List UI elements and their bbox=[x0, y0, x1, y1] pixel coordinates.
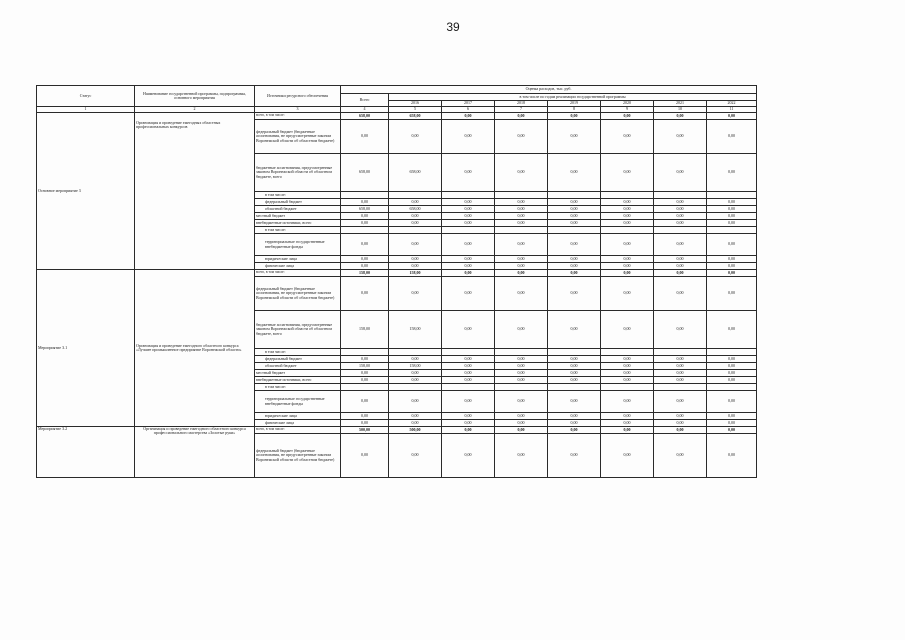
year-value-cell: 0,00 bbox=[389, 234, 442, 256]
year-value-cell: 0,00 bbox=[707, 420, 757, 427]
source-cell: юридические лица bbox=[255, 256, 341, 263]
year-value-cell: 0,00 bbox=[495, 370, 548, 377]
year-value-cell: 0,00 bbox=[495, 434, 548, 478]
source-cell: федеральный бюджет (бюджетные ассигнования, не предусмотренные законом Воронежской области об областном бюджете) bbox=[255, 434, 341, 478]
year-value-cell: 0,00 bbox=[707, 434, 757, 478]
year-value-cell: 0,00 bbox=[442, 154, 495, 192]
year-value-cell bbox=[389, 227, 442, 234]
total-value-cell: 0,00 bbox=[341, 263, 389, 270]
total-value-cell: 0,00 bbox=[341, 213, 389, 220]
column-number: 9 bbox=[601, 107, 654, 113]
year-value-cell: 0,00 bbox=[495, 427, 548, 434]
year-value-cell: 0,00 bbox=[442, 256, 495, 263]
year-value-cell: 0,00 bbox=[654, 363, 707, 370]
year-value-cell: 0,00 bbox=[548, 120, 601, 154]
source-cell: областной бюджет bbox=[255, 206, 341, 213]
year-value-cell: 0,00 bbox=[442, 420, 495, 427]
year-value-cell: 0,00 bbox=[389, 420, 442, 427]
year-value-cell bbox=[654, 227, 707, 234]
year-value-cell: 0,00 bbox=[548, 113, 601, 120]
year-value-cell: 0,00 bbox=[654, 434, 707, 478]
header-sources: Источники ресурсного обеспечения bbox=[255, 86, 341, 107]
year-value-cell: 0,00 bbox=[654, 377, 707, 384]
year-value-cell: 0,00 bbox=[601, 113, 654, 120]
year-value-cell: 0,00 bbox=[442, 199, 495, 206]
header-by-years: в том числе по годам реализации государственной программы bbox=[389, 94, 757, 101]
year-value-cell: 0,00 bbox=[654, 420, 707, 427]
year-value-cell: 0,00 bbox=[707, 356, 757, 363]
year-value-cell: 0,00 bbox=[495, 213, 548, 220]
year-value-cell: 0,00 bbox=[495, 120, 548, 154]
source-cell: федеральный бюджет (бюджетные ассигнования, не предусмотренные законом Воронежской области об областном бюджете) bbox=[255, 120, 341, 154]
year-value-cell: 0,00 bbox=[389, 220, 442, 227]
page-number: 39 bbox=[446, 20, 460, 34]
total-value-cell bbox=[341, 192, 389, 199]
header-year: 2022 bbox=[707, 101, 757, 107]
year-value-cell: 0,00 bbox=[495, 256, 548, 263]
year-value-cell: 0,00 bbox=[707, 220, 757, 227]
year-value-cell: 0,00 bbox=[389, 377, 442, 384]
year-value-cell: 0,00 bbox=[389, 256, 442, 263]
year-value-cell: 0,00 bbox=[601, 420, 654, 427]
column-number: 2 bbox=[135, 107, 255, 113]
year-value-cell: 0,00 bbox=[548, 420, 601, 427]
year-value-cell: 0,00 bbox=[654, 413, 707, 420]
year-value-cell: 0,00 bbox=[654, 356, 707, 363]
year-value-cell bbox=[389, 384, 442, 391]
header-year: 2018 bbox=[495, 101, 548, 107]
year-value-cell: 0,00 bbox=[654, 113, 707, 120]
total-value-cell: 0,00 bbox=[341, 434, 389, 478]
year-value-cell: 500,00 bbox=[389, 427, 442, 434]
year-value-cell bbox=[548, 349, 601, 356]
year-value-cell: 0,00 bbox=[707, 427, 757, 434]
total-value-cell: 0,00 bbox=[341, 277, 389, 311]
year-value-cell bbox=[707, 349, 757, 356]
year-value-cell: 0,00 bbox=[654, 427, 707, 434]
year-value-cell: 0,00 bbox=[707, 377, 757, 384]
year-value-cell: 0,00 bbox=[495, 263, 548, 270]
year-value-cell: 0,00 bbox=[601, 120, 654, 154]
year-value-cell: 0,00 bbox=[442, 434, 495, 478]
column-number: 1 bbox=[37, 107, 135, 113]
total-value-cell: 0,00 bbox=[341, 356, 389, 363]
source-cell: в том числе: bbox=[255, 192, 341, 199]
header-total: Всего bbox=[341, 94, 389, 107]
year-value-cell: 658,00 bbox=[389, 206, 442, 213]
year-value-cell: 0,00 bbox=[389, 370, 442, 377]
year-value-cell: 0,00 bbox=[601, 363, 654, 370]
year-value-cell: 658,00 bbox=[389, 113, 442, 120]
header-year: 2021 bbox=[654, 101, 707, 107]
year-value-cell: 0,00 bbox=[654, 391, 707, 413]
year-value-cell: 0,00 bbox=[495, 377, 548, 384]
year-value-cell: 0,00 bbox=[548, 377, 601, 384]
column-number: 4 bbox=[341, 107, 389, 113]
year-value-cell: 0,00 bbox=[442, 277, 495, 311]
year-value-cell: 0,00 bbox=[548, 199, 601, 206]
total-value-cell: 0,00 bbox=[341, 256, 389, 263]
year-value-cell: 0,00 bbox=[707, 363, 757, 370]
year-value-cell: 0,00 bbox=[548, 206, 601, 213]
year-value-cell: 0,00 bbox=[495, 420, 548, 427]
total-value-cell: 158,00 bbox=[341, 270, 389, 277]
year-value-cell: 0,00 bbox=[654, 370, 707, 377]
year-value-cell: 0,00 bbox=[548, 413, 601, 420]
total-value-cell: 0,00 bbox=[341, 391, 389, 413]
year-value-cell: 0,00 bbox=[389, 277, 442, 311]
year-value-cell: 0,00 bbox=[389, 434, 442, 478]
year-value-cell: 0,00 bbox=[548, 356, 601, 363]
year-value-cell: 0,00 bbox=[442, 234, 495, 256]
year-value-cell: 0,00 bbox=[548, 277, 601, 311]
source-cell: областной бюджет bbox=[255, 363, 341, 370]
year-value-cell: 0,00 bbox=[601, 206, 654, 213]
source-cell: федеральный бюджет (бюджетные ассигнования, не предусмотренные законом Воронежской области об областном бюджете) bbox=[255, 277, 341, 311]
year-value-cell: 0,00 bbox=[442, 263, 495, 270]
year-value-cell: 0,00 bbox=[548, 311, 601, 349]
year-value-cell: 0,00 bbox=[707, 154, 757, 192]
year-value-cell bbox=[389, 349, 442, 356]
year-value-cell: 0,00 bbox=[601, 270, 654, 277]
year-value-cell: 0,00 bbox=[548, 154, 601, 192]
year-value-cell: 0,00 bbox=[654, 220, 707, 227]
year-value-cell: 0,00 bbox=[495, 113, 548, 120]
year-value-cell: 0,00 bbox=[654, 256, 707, 263]
source-cell: юридические лица bbox=[255, 413, 341, 420]
total-value-cell bbox=[341, 349, 389, 356]
year-value-cell bbox=[707, 227, 757, 234]
year-value-cell: 0,00 bbox=[495, 234, 548, 256]
year-value-cell bbox=[601, 192, 654, 199]
column-number: 8 bbox=[548, 107, 601, 113]
header-estimate: Оценка расходов, тыс. руб. bbox=[341, 86, 757, 94]
year-value-cell: 0,00 bbox=[707, 277, 757, 311]
year-value-cell: 0,00 bbox=[442, 113, 495, 120]
year-value-cell: 0,00 bbox=[601, 311, 654, 349]
year-value-cell: 0,00 bbox=[495, 391, 548, 413]
year-value-cell bbox=[601, 227, 654, 234]
year-value-cell bbox=[495, 349, 548, 356]
year-value-cell: 0,00 bbox=[707, 370, 757, 377]
year-value-cell: 0,00 bbox=[495, 270, 548, 277]
year-value-cell: 0,00 bbox=[654, 206, 707, 213]
year-value-cell: 0,00 bbox=[548, 234, 601, 256]
column-number: 10 bbox=[654, 107, 707, 113]
year-value-cell: 0,00 bbox=[442, 427, 495, 434]
year-value-cell bbox=[654, 192, 707, 199]
year-value-cell: 0,00 bbox=[389, 213, 442, 220]
year-value-cell: 0,00 bbox=[495, 154, 548, 192]
year-value-cell: 0,00 bbox=[442, 120, 495, 154]
total-value-cell: 658,00 bbox=[341, 113, 389, 120]
year-value-cell: 0,00 bbox=[601, 370, 654, 377]
year-value-cell: 0,00 bbox=[389, 391, 442, 413]
year-value-cell: 0,00 bbox=[548, 434, 601, 478]
year-value-cell: 0,00 bbox=[601, 154, 654, 192]
year-value-cell bbox=[707, 384, 757, 391]
year-value-cell: 0,00 bbox=[654, 213, 707, 220]
year-value-cell: 0,00 bbox=[548, 391, 601, 413]
year-value-cell: 0,00 bbox=[654, 199, 707, 206]
column-number: 5 bbox=[389, 107, 442, 113]
year-value-cell: 0,00 bbox=[654, 263, 707, 270]
column-number: 3 bbox=[255, 107, 341, 113]
year-value-cell: 0,00 bbox=[707, 113, 757, 120]
year-value-cell: 0,00 bbox=[442, 213, 495, 220]
year-value-cell bbox=[442, 349, 495, 356]
year-value-cell: 0,00 bbox=[601, 199, 654, 206]
total-value-cell: 500,00 bbox=[341, 427, 389, 434]
year-value-cell: 0,00 bbox=[495, 363, 548, 370]
year-value-cell: 0,00 bbox=[495, 413, 548, 420]
year-value-cell: 0,00 bbox=[548, 256, 601, 263]
year-value-cell: 158,00 bbox=[389, 311, 442, 349]
year-value-cell bbox=[495, 227, 548, 234]
table-row bbox=[37, 270, 757, 277]
year-value-cell: 0,00 bbox=[389, 120, 442, 154]
source-cell: территориальные государственные внебюджетные фонды bbox=[255, 234, 341, 256]
year-value-cell: 0,00 bbox=[601, 377, 654, 384]
year-value-cell: 0,00 bbox=[601, 356, 654, 363]
source-cell: внебюджетные источники, всего bbox=[255, 377, 341, 384]
year-value-cell: 0,00 bbox=[442, 363, 495, 370]
source-cell: физические лица bbox=[255, 420, 341, 427]
year-value-cell: 0,00 bbox=[548, 270, 601, 277]
year-value-cell: 0,00 bbox=[389, 356, 442, 363]
year-value-cell: 0,00 bbox=[601, 427, 654, 434]
year-value-cell: 0,00 bbox=[601, 220, 654, 227]
year-value-cell: 0,00 bbox=[495, 356, 548, 363]
year-value-cell: 0,00 bbox=[707, 413, 757, 420]
status-cell: Мероприятие 3.2 bbox=[37, 427, 135, 478]
year-value-cell: 0,00 bbox=[707, 199, 757, 206]
total-value-cell: 0,00 bbox=[341, 420, 389, 427]
year-value-cell: 0,00 bbox=[654, 120, 707, 154]
year-value-cell bbox=[654, 384, 707, 391]
year-value-cell: 0,00 bbox=[601, 434, 654, 478]
total-value-cell: 158,00 bbox=[341, 363, 389, 370]
year-value-cell bbox=[495, 192, 548, 199]
source-cell: в том числе: bbox=[255, 349, 341, 356]
source-cell: федеральный бюджет bbox=[255, 199, 341, 206]
header-year: 2017 bbox=[442, 101, 495, 107]
event-name-cell: Организация и проведение ежегодного областного конкурса «Лучшее промышленное предприятие Воронежской области» bbox=[135, 270, 255, 427]
source-cell: всего, в том числе: bbox=[255, 113, 341, 120]
column-number: 6 bbox=[442, 107, 495, 113]
year-value-cell: 0,00 bbox=[707, 391, 757, 413]
year-value-cell: 0,00 bbox=[601, 234, 654, 256]
year-value-cell: 0,00 bbox=[654, 277, 707, 311]
header-year: 2016 bbox=[389, 101, 442, 107]
year-value-cell: 0,00 bbox=[442, 220, 495, 227]
year-value-cell: 158,00 bbox=[389, 363, 442, 370]
source-cell: всего, в том числе: bbox=[255, 427, 341, 434]
year-value-cell bbox=[601, 384, 654, 391]
source-cell: внебюджетные источники, всего bbox=[255, 220, 341, 227]
header-status: Статус bbox=[37, 86, 135, 107]
year-value-cell: 0,00 bbox=[442, 391, 495, 413]
source-cell: местный бюджет bbox=[255, 213, 341, 220]
year-value-cell: 0,00 bbox=[707, 270, 757, 277]
year-value-cell: 0,00 bbox=[601, 277, 654, 311]
total-value-cell: 0,00 bbox=[341, 120, 389, 154]
year-value-cell: 0,00 bbox=[495, 206, 548, 213]
budget-table bbox=[36, 85, 757, 478]
source-cell: федеральный бюджет bbox=[255, 356, 341, 363]
year-value-cell: 0,00 bbox=[707, 256, 757, 263]
year-value-cell bbox=[707, 192, 757, 199]
total-value-cell bbox=[341, 227, 389, 234]
year-value-cell: 0,00 bbox=[495, 311, 548, 349]
source-cell: территориальные государственные внебюджетные фонды bbox=[255, 391, 341, 413]
column-number: 7 bbox=[495, 107, 548, 113]
status-cell: Основное мероприятие 3 bbox=[37, 113, 135, 270]
year-value-cell: 0,00 bbox=[601, 413, 654, 420]
year-value-cell: 0,00 bbox=[389, 199, 442, 206]
source-cell: бюджетные ассигнования, предусмотренные законом Воронежской области об областном бюджете, всего bbox=[255, 311, 341, 349]
year-value-cell: 0,00 bbox=[389, 413, 442, 420]
year-value-cell: 0,00 bbox=[601, 391, 654, 413]
year-value-cell bbox=[548, 192, 601, 199]
column-number: 11 bbox=[707, 107, 757, 113]
year-value-cell: 0,00 bbox=[654, 311, 707, 349]
year-value-cell bbox=[442, 192, 495, 199]
year-value-cell bbox=[495, 384, 548, 391]
year-value-cell: 0,00 bbox=[654, 234, 707, 256]
year-value-cell: 0,00 bbox=[707, 206, 757, 213]
year-value-cell bbox=[548, 384, 601, 391]
year-value-cell bbox=[389, 192, 442, 199]
year-value-cell bbox=[442, 227, 495, 234]
total-value-cell: 0,00 bbox=[341, 370, 389, 377]
table-row bbox=[37, 427, 757, 434]
total-value-cell: 658,00 bbox=[341, 154, 389, 192]
header-year: 2019 bbox=[548, 101, 601, 107]
total-value-cell: 0,00 bbox=[341, 220, 389, 227]
total-value-cell: 0,00 bbox=[341, 199, 389, 206]
source-cell: физические лица bbox=[255, 263, 341, 270]
year-value-cell bbox=[654, 349, 707, 356]
total-value-cell: 0,00 bbox=[341, 377, 389, 384]
year-value-cell: 0,00 bbox=[442, 311, 495, 349]
year-value-cell: 0,00 bbox=[548, 213, 601, 220]
status-cell: Мероприятие 3.1 bbox=[37, 270, 135, 427]
year-value-cell: 0,00 bbox=[442, 370, 495, 377]
year-value-cell: 0,00 bbox=[548, 370, 601, 377]
year-value-cell bbox=[442, 384, 495, 391]
year-value-cell: 0,00 bbox=[495, 277, 548, 311]
year-value-cell: 0,00 bbox=[495, 220, 548, 227]
header-name: Наименование государственной программы, подпрограммы, основного мероприятия bbox=[135, 86, 255, 107]
year-value-cell: 0,00 bbox=[548, 263, 601, 270]
year-value-cell: 0,00 bbox=[548, 220, 601, 227]
year-value-cell: 0,00 bbox=[442, 356, 495, 363]
header-year: 2020 bbox=[601, 101, 654, 107]
year-value-cell: 0,00 bbox=[442, 206, 495, 213]
year-value-cell bbox=[548, 227, 601, 234]
year-value-cell: 0,00 bbox=[654, 154, 707, 192]
year-value-cell: 0,00 bbox=[601, 256, 654, 263]
table-row bbox=[37, 113, 757, 120]
year-value-cell: 0,00 bbox=[548, 427, 601, 434]
source-cell: бюджетные ассигнования, предусмотренные законом Воронежской области об областном бюджете, всего bbox=[255, 154, 341, 192]
event-name-cell: Организация и проведение ежегодного областного конкурса профессионального мастерства «Золотые руки» bbox=[135, 427, 255, 478]
source-cell: всего, в том числе: bbox=[255, 270, 341, 277]
total-value-cell: 158,00 bbox=[341, 311, 389, 349]
year-value-cell: 658,00 bbox=[389, 154, 442, 192]
year-value-cell: 0,00 bbox=[548, 363, 601, 370]
year-value-cell: 0,00 bbox=[601, 213, 654, 220]
total-value-cell: 0,00 bbox=[341, 413, 389, 420]
year-value-cell: 0,00 bbox=[389, 263, 442, 270]
year-value-cell: 0,00 bbox=[707, 263, 757, 270]
year-value-cell: 0,00 bbox=[442, 377, 495, 384]
year-value-cell: 0,00 bbox=[601, 263, 654, 270]
year-value-cell: 0,00 bbox=[442, 270, 495, 277]
source-cell: местный бюджет bbox=[255, 370, 341, 377]
year-value-cell: 0,00 bbox=[707, 213, 757, 220]
year-value-cell: 0,00 bbox=[495, 199, 548, 206]
source-cell: в том числе: bbox=[255, 384, 341, 391]
source-cell: в том числе: bbox=[255, 227, 341, 234]
total-value-cell bbox=[341, 384, 389, 391]
year-value-cell: 0,00 bbox=[707, 311, 757, 349]
total-value-cell: 658,00 bbox=[341, 206, 389, 213]
year-value-cell: 0,00 bbox=[654, 270, 707, 277]
total-value-cell: 0,00 bbox=[341, 234, 389, 256]
event-name-cell: Организация и проведение ежегодных областных профессиональных конкурсов bbox=[135, 113, 255, 270]
year-value-cell: 0,00 bbox=[442, 413, 495, 420]
year-value-cell: 158,00 bbox=[389, 270, 442, 277]
year-value-cell: 0,00 bbox=[707, 234, 757, 256]
year-value-cell: 0,00 bbox=[707, 120, 757, 154]
year-value-cell bbox=[601, 349, 654, 356]
